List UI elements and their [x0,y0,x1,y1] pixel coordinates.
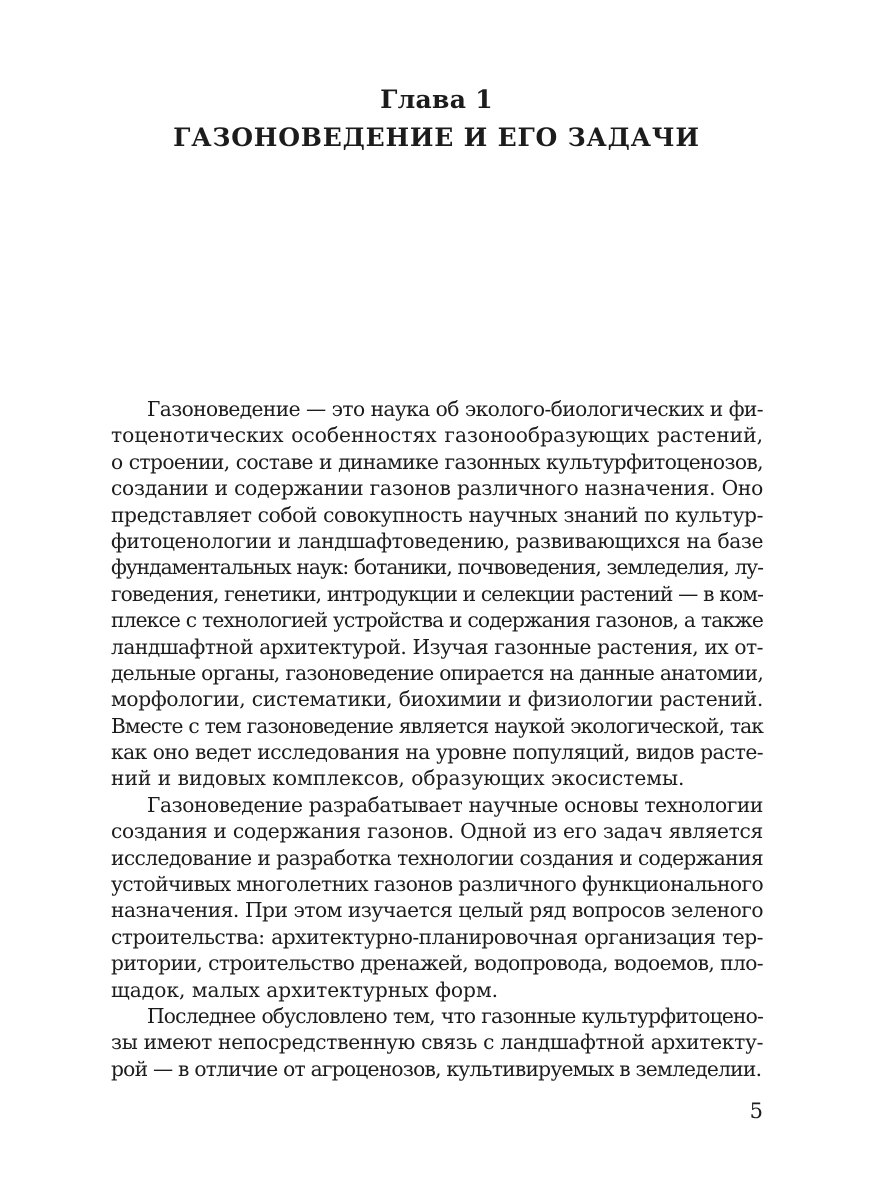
text-line: плексе с технологией устройства и содержания газонов, а также [111,608,763,633]
text-line: создании и содержании газонов различного назначения. Оно [111,476,763,501]
text-line: тоценотических особенностях газонообразующих растений, [111,423,763,448]
text-line: рой — в отличие от агроценозов, культивируемых в земледелии. [111,1056,762,1081]
text-line: ритории, строительство дренажей, водопровода, водоемов, пло- [111,951,763,976]
text-line: фитоценологии и ландшафтоведению, развивающихся на базе [111,528,763,553]
text-line: говедения, генетики, интродукции и селекции растений — в ком- [111,581,763,606]
text-line: Вместе с тем газоноведение является наукой экологической, так [111,713,763,738]
text-line: исследование и разработка технологии создания и содержания [111,845,763,870]
page-number: 5 [749,1099,763,1123]
text-line: фундаментальных наук: ботаники, почвоведения, земледелия, лу- [111,555,763,580]
text-line: щадок, малых архитектурных форм. [111,977,499,1002]
text-line: о строении, составе и динамике газонных культурфитоценозов, [111,449,763,474]
chapter-title: ГАЗОНОВЕДЕНИЕ И ЕГО ЗАДАЧИ [173,123,700,152]
text-line: ний и видовых комплексов, образующих экосистемы. [111,766,685,791]
text-line: устойчивых многолетних газонов различного функционального [111,872,763,897]
text-line: назначения. При этом изучается целый ряд вопросов зеленого [111,898,763,923]
paragraph [111,792,763,1003]
text-line: зы имеют непосредственную связь с ландшафтной архитекту- [111,1030,764,1055]
text-line: создания и содержания газонов. Одной из его задач является [111,819,763,844]
text-line: строительства: архитектурно-планировочная организация тер- [111,924,763,949]
text-line: как оно ведет исследования на уровне популяций, видов расте- [111,740,763,765]
text-line: морфологии, систематики, биохимии и физиологии растений. [111,687,763,712]
text-line: Газоноведение — это наука об эколого-биологических и фи- [147,397,763,421]
text-line: Последнее обусловлено тем, что газонные культурфитоцено- [147,1003,763,1028]
chapter-number: Глава 1 [380,85,493,114]
text-line: ландшафтной архитектурой. Изучая газонные растения, их от- [111,634,763,659]
text-line: Газоноведение разрабатывает научные основы технологии [147,792,763,817]
paragraph [111,396,763,792]
text-line: представляет собой совокупность научных знаний по культур- [111,502,763,527]
paragraph [111,1003,763,1082]
body-text [111,396,763,1082]
text-line: дельные органы, газоноведение опирается на данные анатомии, [111,660,763,685]
